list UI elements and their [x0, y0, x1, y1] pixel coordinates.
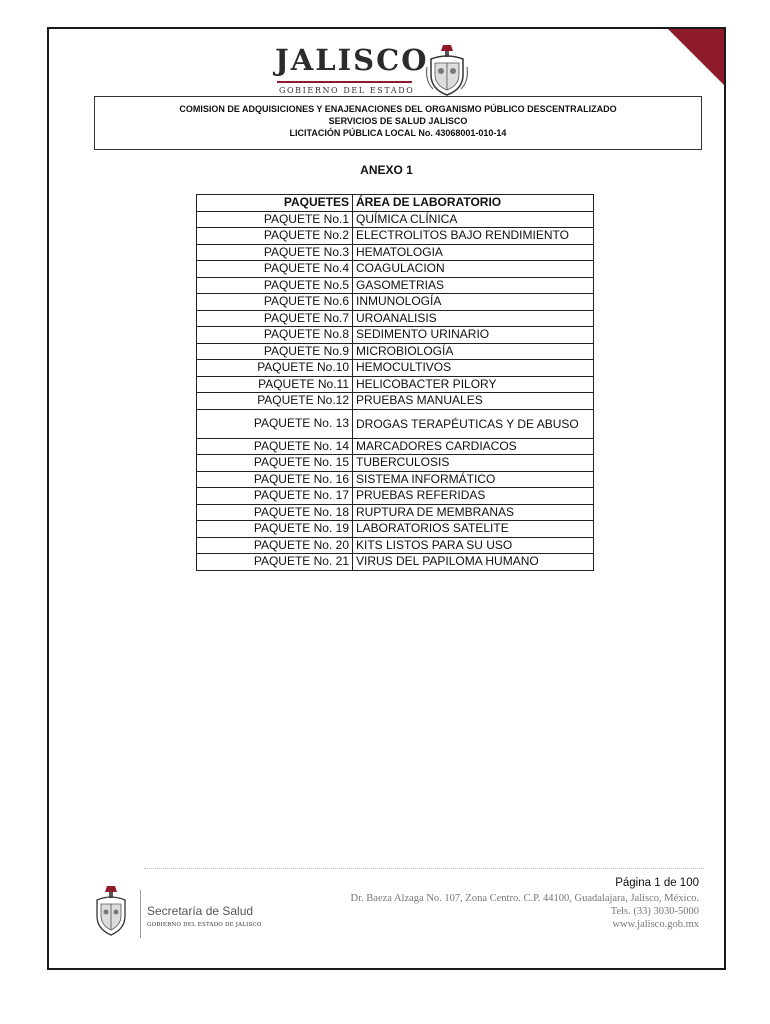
coat-of-arms-icon [91, 882, 131, 938]
package-cell: PAQUETE No. 20 [197, 537, 353, 554]
package-cell: PAQUETE No.12 [197, 393, 353, 410]
table-row [197, 343, 594, 360]
header-line-services: SERVICIOS DE SALUD JALISCO [328, 116, 468, 126]
table-row [197, 438, 594, 455]
table-row [197, 310, 594, 327]
annex-title: ANEXO 1 [360, 163, 413, 177]
packages-table [196, 194, 594, 571]
table-row [197, 360, 594, 377]
department-name: Secretaría de Salud [147, 904, 254, 918]
table-row [197, 537, 594, 554]
package-cell: PAQUETE No.10 [197, 360, 353, 377]
coat-of-arms-icon [423, 41, 471, 97]
area-cell: SEDIMENTO URINARIO [353, 327, 594, 344]
package-cell: PAQUETE No.9 [197, 343, 353, 360]
area-cell: PRUEBAS MANUALES [353, 393, 594, 410]
document-page [47, 27, 726, 970]
area-cell: KITS LISTOS PARA SU USO [353, 537, 594, 554]
logo-divider [140, 890, 141, 938]
department-subtitle: GOBIERNO DEL ESTADO DE JALISCO [147, 922, 262, 928]
table-row [197, 244, 594, 261]
logo-subtitle: GOBIERNO DEL ESTADO [279, 86, 415, 95]
area-cell: COAGULACION [353, 261, 594, 278]
area-cell: MARCADORES CARDIACOS [353, 438, 594, 455]
table-row [197, 294, 594, 311]
package-cell: PAQUETE No.6 [197, 294, 353, 311]
package-cell: PAQUETE No. 21 [197, 554, 353, 571]
area-cell: PRUEBAS REFERIDAS [353, 488, 594, 505]
area-cell: HEMATOLOGIA [353, 244, 594, 261]
package-cell: PAQUETE No. 16 [197, 471, 353, 488]
package-cell: PAQUETE No. 18 [197, 504, 353, 521]
package-cell: PAQUETE No. 15 [197, 455, 353, 472]
table-row [197, 455, 594, 472]
area-cell: UROANALISIS [353, 310, 594, 327]
area-cell: DROGAS TERAPÉUTICAS Y DE ABUSO [353, 409, 594, 438]
package-cell: PAQUETE No. 17 [197, 488, 353, 505]
package-cell: PAQUETE No.8 [197, 327, 353, 344]
package-cell: PAQUETE No. 13 [197, 409, 353, 438]
table-row [197, 228, 594, 245]
table-row [197, 409, 594, 438]
table-row [197, 277, 594, 294]
table-row [197, 471, 594, 488]
area-cell: TUBERCULOSIS [353, 455, 594, 472]
package-cell: PAQUETE No. 19 [197, 521, 353, 538]
area-cell: HEMOCULTIVOS [353, 360, 594, 377]
table-row [197, 327, 594, 344]
area-cell: HELICOBACTER PILORY [353, 376, 594, 393]
health-secretariat-logo [91, 882, 261, 942]
area-cell: SISTEMA INFORMÁTICO [353, 471, 594, 488]
table-header-row [197, 195, 594, 212]
table-row [197, 393, 594, 410]
package-cell: PAQUETE No. 14 [197, 438, 353, 455]
column-header-area: ÁREA DE LABORATORIO [353, 195, 594, 212]
package-cell: PAQUETE No.5 [197, 277, 353, 294]
package-cell: PAQUETE No.7 [197, 310, 353, 327]
table-row [197, 554, 594, 571]
footer-divider-line [144, 868, 704, 870]
table-row [197, 211, 594, 228]
package-cell: PAQUETE No.11 [197, 376, 353, 393]
logo-underline [277, 81, 412, 83]
area-cell: INMUNOLOGÍA [353, 294, 594, 311]
package-cell: PAQUETE No.1 [197, 211, 353, 228]
footer-website[interactable]: www.jalisco.gob.mx [612, 919, 699, 930]
area-cell: LABORATORIOS SATELITE [353, 521, 594, 538]
footer-phone: Tels. (33) 3030-5000 [610, 906, 699, 917]
area-cell: MICROBIOLOGÍA [353, 343, 594, 360]
package-cell: PAQUETE No.2 [197, 228, 353, 245]
area-cell: GASOMETRIAS [353, 277, 594, 294]
footer-address: Dr. Baeza Alzaga No. 107, Zona Centro. C.P. 44100, Guadalajara, Jalisco, México. [350, 893, 699, 904]
package-cell: PAQUETE No.3 [197, 244, 353, 261]
area-cell: VIRUS DEL PAPILOMA HUMANO [353, 554, 594, 571]
table-row [197, 376, 594, 393]
table-row [197, 488, 594, 505]
footer-contact [351, 877, 699, 931]
header-line-commission: COMISION DE ADQUISICIONES Y ENAJENACIONES DEL ORGANISMO PÚBLICO DESCENTRALIZADO [179, 104, 617, 114]
column-header-packages: PAQUETES [197, 195, 353, 212]
package-cell: PAQUETE No.4 [197, 261, 353, 278]
jalisco-logo [275, 41, 495, 97]
area-cell: RUPTURA DE MEMBRANAS [353, 504, 594, 521]
area-cell: ELECTROLITOS BAJO RENDIMIENTO [353, 228, 594, 245]
page-number: Página 1 de 100 [615, 877, 699, 889]
table-row [197, 504, 594, 521]
area-cell: QUÍMICA CLÍNICA [353, 211, 594, 228]
table-row [197, 521, 594, 538]
table-row [197, 261, 594, 278]
corner-ribbon [668, 29, 724, 85]
header-line-tender: LICITACIÓN PÚBLICA LOCAL No. 43068001-010-14 [289, 128, 507, 138]
logo-name: JALISCO [275, 43, 429, 77]
tender-header [94, 96, 702, 150]
